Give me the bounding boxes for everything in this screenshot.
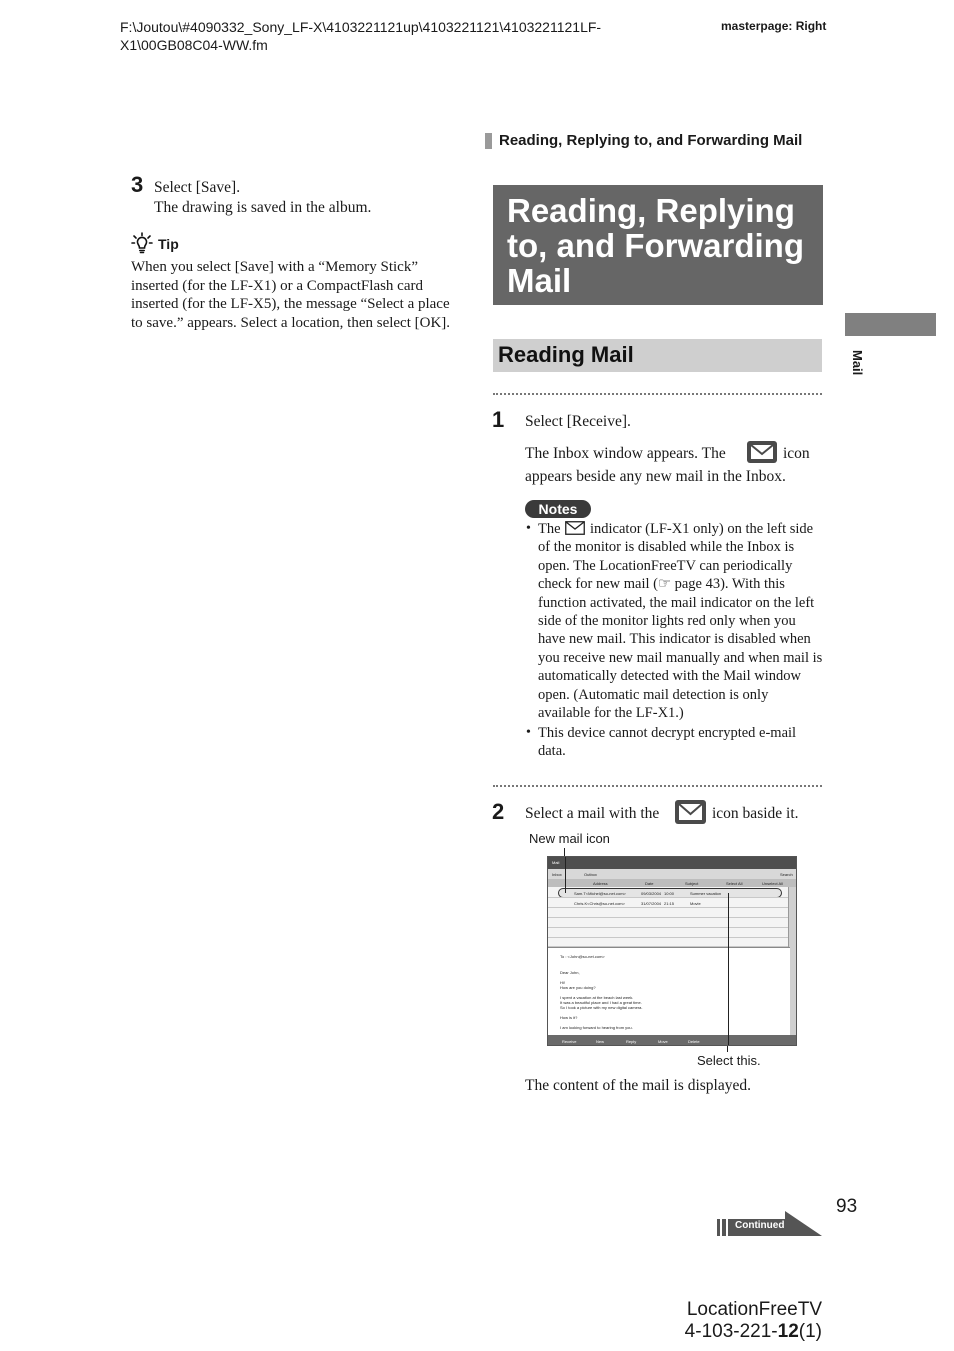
step-3-instruction: Select [Save].	[154, 179, 241, 196]
preview-line: It was a beautiful place and I had a great time.	[560, 1000, 642, 1005]
select-this-callout: Select this.	[697, 1053, 761, 1068]
note-1-body: of the monitor is disabled while the Inbox is open. The LocationFreeTV can periodically check for new mail (☞ page 43). With this function activated, the mail indicator on the left side of the monitor lights red only when you have new mail. This indicator is disabled when you receive new mail manually and when mail is automatically detected with the Mail window open. (Automatic mail detection is only available for the LF-X1.)	[538, 539, 823, 722]
step-2-number: 2	[492, 799, 505, 824]
bullet-mark: •	[526, 521, 531, 536]
step-2-instruction: Select a mail with the	[525, 805, 660, 822]
screenshot-titlebar	[548, 857, 796, 869]
screenshot-tab-outbox: Outbox	[584, 872, 597, 877]
step-3-result: The drawing is saved in the album.	[154, 199, 372, 216]
row-subject: Movie	[690, 901, 701, 906]
screenshot-search-button: Search	[780, 872, 793, 877]
dotted-divider	[493, 393, 822, 395]
step-1-description: The Inbox window appears. The	[525, 445, 726, 462]
table-row	[548, 908, 788, 918]
screenshot-mail-preview	[548, 947, 790, 1036]
bullet-mark: •	[526, 725, 531, 740]
step-1-instruction: Select [Receive].	[525, 413, 631, 430]
table-row	[548, 937, 788, 947]
new-mail-icon	[747, 441, 777, 463]
side-tab-label: Mail	[850, 350, 865, 376]
row-date: 31/07/2004	[641, 901, 662, 906]
running-head-text: Reading, Replying to, and Forwarding Mail	[499, 132, 803, 149]
table-row	[548, 918, 788, 928]
preview-line: How are you doing?	[560, 985, 596, 990]
part-number	[560, 1321, 822, 1343]
step-1-description-tail: icon	[783, 445, 810, 462]
row-address: Chris.K<Chris@so-net.com>	[574, 901, 625, 906]
preview-greeting: Dear John,	[560, 970, 580, 975]
toolbar-receive: Receive	[562, 1039, 577, 1044]
row-subject: Summer vacation	[690, 891, 722, 896]
callout-line-select	[728, 893, 729, 1046]
toolbar-move: Move	[658, 1039, 668, 1044]
row-time: 10:00	[664, 891, 675, 896]
screenshot-col-select-all: Select All	[726, 881, 743, 886]
screenshot-col-subject: Subject	[685, 881, 699, 886]
tip-label: Tip	[158, 236, 179, 252]
table-row	[548, 898, 788, 908]
screenshot-col-unselect-all: Unselect All	[762, 881, 783, 886]
step-3-number: 3	[131, 172, 144, 197]
section-heading: Reading Mail	[498, 342, 634, 367]
chapter-title: Reading, Replying to, and Forwarding Mail	[507, 192, 804, 299]
row-time: 21:15	[664, 901, 675, 906]
new-mail-icon	[675, 800, 706, 824]
dotted-divider	[493, 785, 822, 787]
row-date: 09/03/2004	[641, 891, 662, 896]
table-row	[548, 888, 788, 898]
masterpage-label: masterpage: Right	[721, 19, 827, 33]
section-heading-box	[493, 339, 822, 372]
step-2-result: The content of the mail is displayed.	[525, 1077, 751, 1094]
step-1-description-line2: appears beside any new mail in the Inbox.	[525, 468, 786, 485]
screenshot-tab-inbox: Inbox	[552, 872, 562, 877]
product-name: LocationFreeTV	[686, 1299, 822, 1320]
part-number-prefix: 4-103-221-	[684, 1321, 778, 1342]
new-mail-icon-callout: New mail icon	[529, 831, 610, 846]
screenshot-column-header	[548, 879, 796, 887]
chapter-title-box	[493, 185, 823, 305]
step-1-number: 1	[492, 407, 505, 432]
screenshot-col-address: Address	[593, 881, 608, 886]
toolbar-reply: Reply	[626, 1039, 637, 1044]
callout-line-new-mail-top	[564, 848, 565, 856]
toolbar-delete: Delete	[688, 1039, 700, 1044]
part-number-bold: 12	[777, 1321, 799, 1342]
page-number: 93	[836, 1196, 858, 1217]
mail-indicator-icon	[565, 521, 585, 535]
preview-line: Hi!	[560, 980, 565, 985]
screenshot-toolbar	[548, 1035, 796, 1046]
lightbulb-icon	[131, 232, 153, 254]
note-1-lead: The	[538, 521, 561, 537]
step-2-instruction-tail: icon baside it.	[712, 805, 799, 822]
preview-line: So I took a picture with my new digital camera.	[560, 1005, 643, 1010]
tip-body: When you select [Save] with a “Memory Stick” inserted (for the LF-X1) or a CompactFlash card inserted (for the LF-X5), the message “Select a place to save.” appears. Select a location, then select [OK].	[131, 259, 451, 331]
toolbar-new: New	[596, 1039, 605, 1044]
preview-line: How is it?	[560, 1015, 578, 1020]
callout-line-select-bottom	[727, 1046, 728, 1052]
note-1-lead-tail: indicator (LF-X1 only) on the left side	[590, 521, 814, 537]
screenshot-window-title: Mail	[552, 860, 560, 865]
notes-badge: Notes	[525, 500, 591, 518]
file-path: F:\Joutou\#4090332_Sony_LF-X\4103221121up\4103221121\4103221121LF-X1\00GB08C04-WW.fm	[120, 19, 602, 53]
preview-to: To : <John@so-net.com>	[560, 954, 605, 959]
row-address: Sam.T<Michel@so-net.com>	[574, 891, 626, 896]
preview-line: I spent a vacation at the beach last week.	[560, 995, 634, 1000]
callout-line-new-mail	[565, 857, 566, 893]
inbox-screenshot	[547, 856, 797, 1046]
preview-line: I am looking forward to hearing from you.	[560, 1025, 633, 1030]
continued-label: Continued	[735, 1220, 785, 1231]
running-head-bar	[485, 133, 492, 149]
side-tab-bar	[845, 313, 936, 336]
part-number-suffix: (1)	[798, 1321, 822, 1342]
note-2-body: This device cannot decrypt encrypted e-mail data.	[538, 725, 797, 760]
screenshot-col-date: Date	[645, 881, 654, 886]
